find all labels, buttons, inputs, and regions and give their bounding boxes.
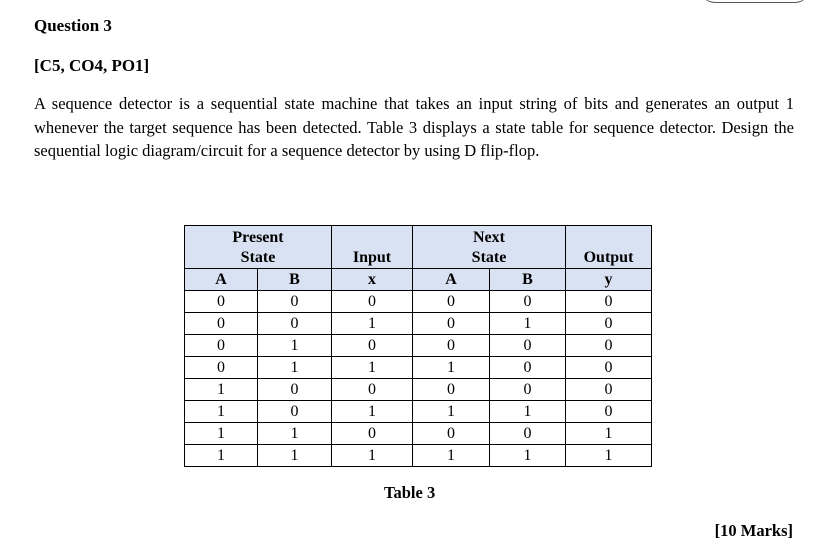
table-cell: 0 [185,335,258,357]
table-cell: 0 [258,313,332,335]
table-cell: 1 [413,401,490,423]
table-cell: 1 [332,401,413,423]
table-cell: 1 [332,357,413,379]
table-cell: 0 [413,379,490,401]
table-cell: 0 [566,335,652,357]
table-cell: 0 [413,423,490,445]
question-title: Question 3 [34,16,112,35]
table-cell: 0 [490,335,566,357]
table-cell: 0 [258,379,332,401]
table-cell: 0 [490,423,566,445]
table-cell: 1 [490,445,566,467]
table-row [185,445,652,467]
marks-label: [10 Marks] [714,521,793,540]
table-cell: 0 [566,313,652,335]
table-row [185,291,652,313]
table-row [185,379,652,401]
table-cell: 1 [258,357,332,379]
table-cell: 1 [490,401,566,423]
table-cell: 1 [490,313,566,335]
table-cell: 1 [566,423,652,445]
table-row [185,423,652,445]
table-row [185,357,652,379]
table-cell: 1 [413,357,490,379]
table-cell: 0 [566,291,652,313]
table-cell: 0 [566,401,652,423]
table-cell: 1 [258,423,332,445]
table-cell: 1 [258,335,332,357]
table-cell: 0 [566,357,652,379]
table-cell: 1 [332,445,413,467]
table-cell: 1 [185,423,258,445]
table-cell: 0 [332,423,413,445]
table-cell: 1 [566,445,652,467]
state-table-container [184,225,652,467]
question-codes: [C5, CO4, PO1] [34,56,150,75]
table-cell: 0 [413,313,490,335]
question-body: A sequence detector is a sequential state machine that takes an input string of bits and generates an output 1 whenever the target sequence has been detected. Table 3 displays a state table for sequence detector. Design the sequential logic diagram/circuit for a sequence detector by using D flip-flop. [34,94,794,160]
table-cell: 0 [413,335,490,357]
table-cell: 0 [258,401,332,423]
table-cell: 1 [185,445,258,467]
table-cell: 0 [332,335,413,357]
output-header: Output [566,226,652,269]
table-cell: 0 [185,291,258,313]
sub-header-output-y: y [566,269,652,291]
table-row [185,313,652,335]
next-state-header: Next State [413,226,566,269]
input-header: Input [332,226,413,269]
table-cell: 0 [566,379,652,401]
table-cell: 0 [490,379,566,401]
sub-header-present-a: A [185,269,258,291]
table-cell: 1 [185,379,258,401]
table-cell: 0 [258,291,332,313]
table-cell: 0 [185,313,258,335]
present-state-header: Present State [185,226,332,269]
table-caption: Table 3 [384,483,436,502]
sub-header-next-a: A [413,269,490,291]
table-cell: 0 [185,357,258,379]
table-cell: 0 [490,357,566,379]
table-row [185,401,652,423]
table-cell: 1 [413,445,490,467]
sub-header-present-b: B [258,269,332,291]
page-corner-mark [700,0,810,3]
table-cell: 0 [332,379,413,401]
sub-header-next-b: B [490,269,566,291]
state-table [184,225,652,467]
table-cell: 0 [490,291,566,313]
table-cell: 1 [185,401,258,423]
table-cell: 1 [258,445,332,467]
table-cell: 1 [332,313,413,335]
table-row [185,335,652,357]
sub-header-input-x: x [332,269,413,291]
table-cell: 0 [332,291,413,313]
table-cell: 0 [413,291,490,313]
